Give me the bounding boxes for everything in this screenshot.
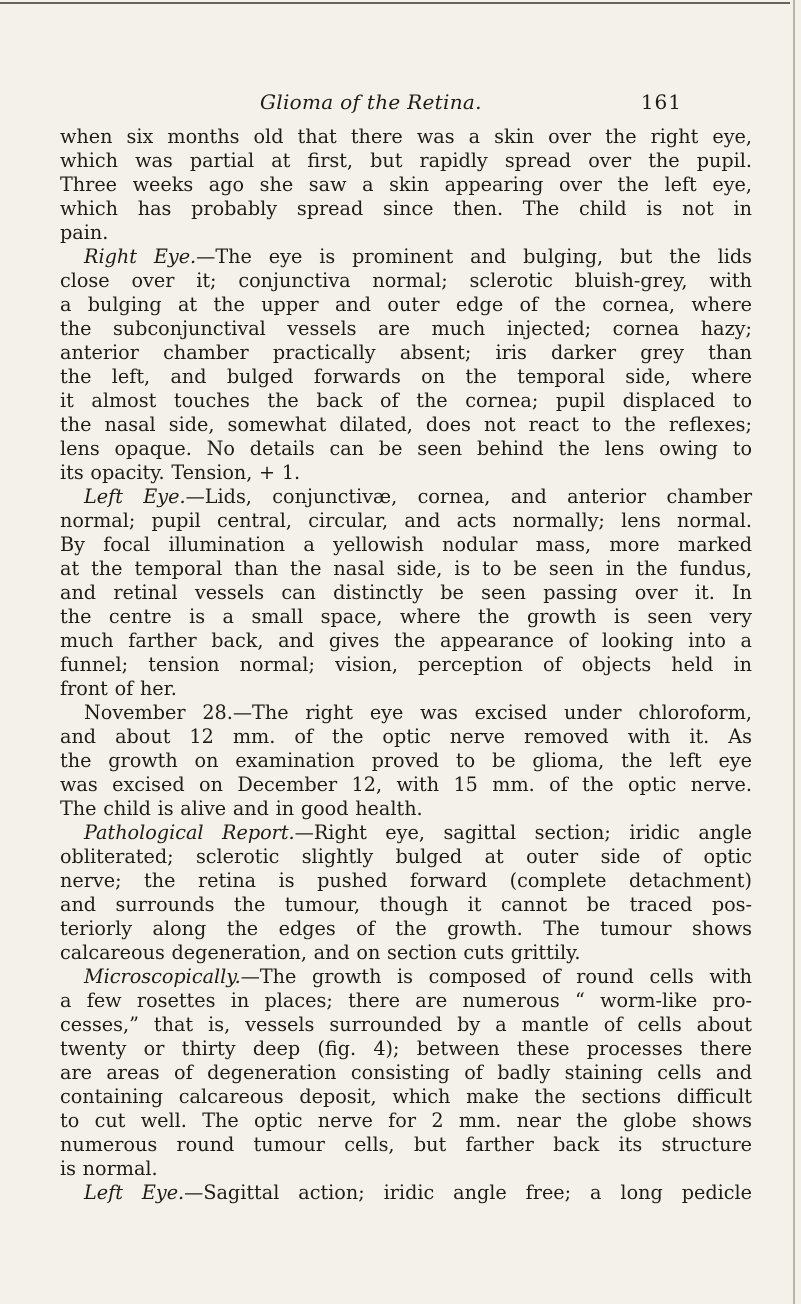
text-line: the nasal side, somewhat dilated, does not react to the reflexes; bbox=[60, 413, 752, 436]
text-line: and surrounds the tumour, though it cannot be traced pos- bbox=[60, 893, 752, 916]
text-line: lens opaque. No details can be seen behind the lens owing to bbox=[60, 437, 752, 460]
running-head bbox=[112, 90, 682, 116]
text-line: numerous round tumour cells, but farther back its structure bbox=[60, 1133, 752, 1156]
text-line: anterior chamber practically absent; iris darker grey than bbox=[60, 341, 752, 364]
text-line: nerve; the retina is pushed forward (complete detachment) bbox=[60, 869, 752, 892]
text-line: Left Eye.—Sagittal action; iridic angle free; a long pedicle bbox=[84, 1181, 752, 1204]
text-line: the growth on examination proved to be glioma, the left eye bbox=[60, 749, 752, 772]
text-line: is normal. bbox=[60, 1157, 158, 1180]
text-line: cesses,” that is, vessels surrounded by a mantle of cells about bbox=[60, 1013, 752, 1036]
text-line: it almost touches the back of the cornea; pupil displaced to bbox=[60, 389, 752, 412]
text-line: pain. bbox=[60, 221, 109, 244]
text-line: calcareous degeneration, and on section cuts grittily. bbox=[60, 941, 581, 964]
text-line: teriorly along the edges of the growth. The tumour shows bbox=[60, 917, 752, 940]
page-number: 161 bbox=[640, 90, 682, 114]
running-title: Glioma of the Retina. bbox=[260, 90, 482, 114]
text-line: The child is alive and in good health. bbox=[60, 797, 423, 820]
text-line: its opacity. Tension, + 1. bbox=[60, 461, 301, 484]
text-line: are areas of degeneration consisting of badly staining cells and bbox=[60, 1061, 752, 1084]
text-line: Right Eye.—The eye is prominent and bulging, but the lids bbox=[84, 245, 752, 268]
text-line: to cut well. The optic nerve for 2 mm. near the globe shows bbox=[60, 1109, 752, 1132]
page-edge bbox=[793, 0, 795, 1304]
text-line: front of her. bbox=[60, 677, 177, 700]
text-line: Left Eye.—Lids, conjunctivæ, cornea, and anterior chamber bbox=[84, 485, 752, 508]
text-line: containing calcareous deposit, which make the sections difficult bbox=[60, 1085, 752, 1108]
text-line: November 28.—The right eye was excised under chloroform, bbox=[84, 701, 752, 724]
text-line: at the temporal than the nasal side, is to be seen in the fundus, bbox=[60, 557, 752, 580]
text-line: a bulging at the upper and outer edge of the cornea, where bbox=[60, 293, 752, 316]
text-line: the left, and bulged forwards on the temporal side, where bbox=[60, 365, 752, 388]
text-line: which has probably spread since then. The child is not in bbox=[60, 197, 752, 220]
text-line: a few rosettes in places; there are numerous “ worm-like pro- bbox=[60, 989, 752, 1012]
text-line: By focal illumination a yellowish nodular mass, more marked bbox=[60, 533, 752, 556]
text-line: Microscopically.—The growth is composed of round cells with bbox=[84, 965, 752, 988]
text-line: which was partial at first, but rapidly spread over the pupil. bbox=[60, 149, 752, 172]
text-line: Pathological Report.—Right eye, sagittal section; iridic angle bbox=[84, 821, 753, 844]
text-line: much farther back, and gives the appearance of looking into a bbox=[60, 629, 752, 652]
text-line: the centre is a small space, where the growth is seen very bbox=[60, 605, 752, 628]
text-line: when six months old that there was a skin over the right eye, bbox=[60, 125, 752, 148]
top-rule bbox=[0, 2, 790, 4]
body-text bbox=[60, 125, 752, 1205]
text-line: funnel; tension normal; vision, perception of objects held in bbox=[60, 653, 752, 676]
text-line: and about 12 mm. of the optic nerve removed with it. As bbox=[60, 725, 752, 748]
text-line: twenty or thirty deep (fig. 4); between these processes there bbox=[60, 1037, 752, 1060]
text-line: obliterated; sclerotic slightly bulged at outer side of optic bbox=[60, 845, 752, 868]
text-line: Three weeks ago she saw a skin appearing over the left eye, bbox=[60, 173, 752, 196]
text-line: and retinal vessels can distinctly be seen passing over it. In bbox=[60, 581, 752, 604]
text-line: the subconjunctival vessels are much injected; cornea hazy; bbox=[60, 317, 752, 340]
text-line: was excised on December 12, with 15 mm. of the optic nerve. bbox=[60, 773, 752, 796]
text-line: close over it; conjunctiva normal; sclerotic bluish-grey, with bbox=[60, 269, 752, 292]
text-line: normal; pupil central, circular, and acts normally; lens normal. bbox=[60, 509, 752, 532]
